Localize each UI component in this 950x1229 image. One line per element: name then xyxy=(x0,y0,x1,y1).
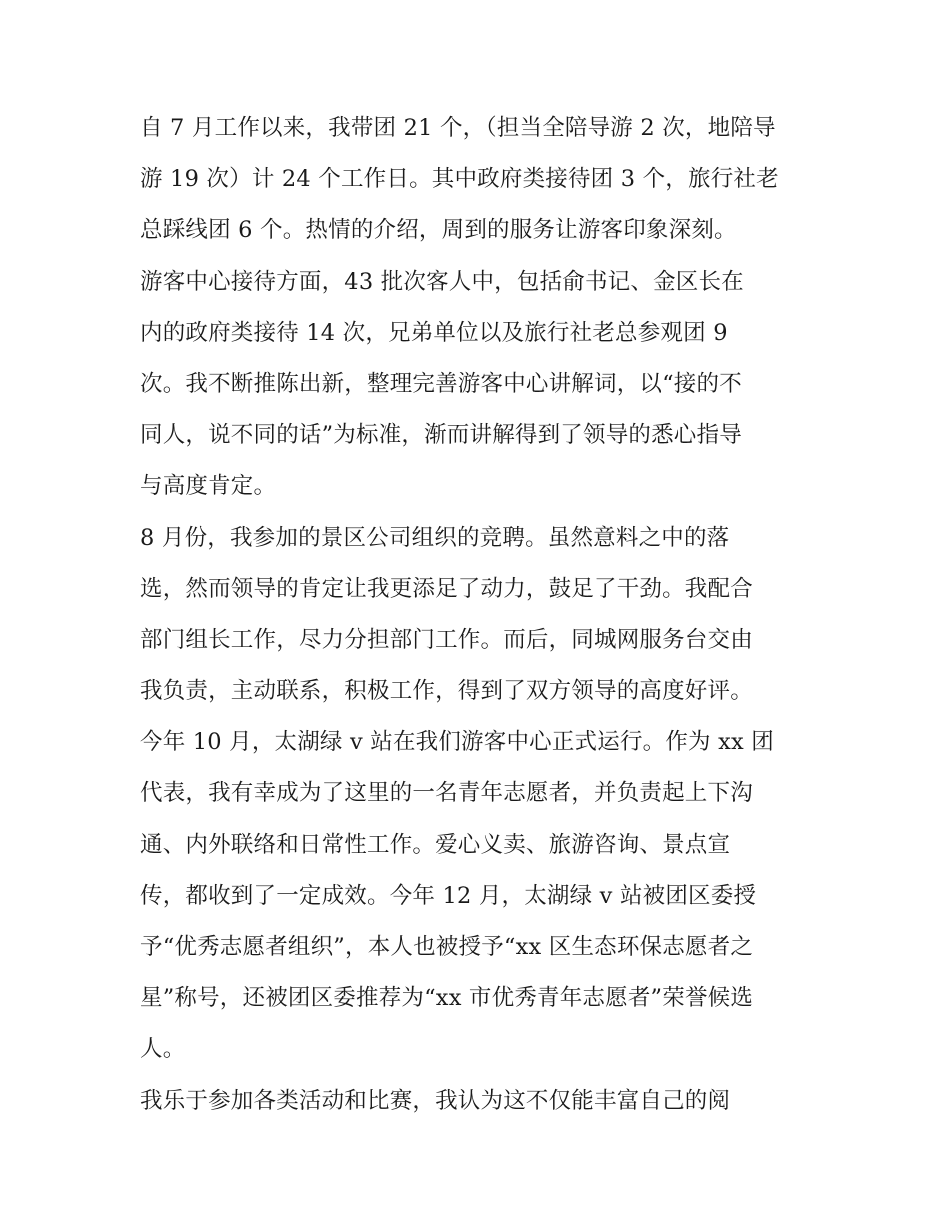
text-line: 选，然而领导的肯定让我更添足了动力，鼓足了干劲。我配合 xyxy=(140,575,753,602)
text-line: 通、内外联络和日常性工作。爱心义卖、旅游咨询、景点宣 xyxy=(140,831,731,858)
text-line: 予“优秀志愿者组织”，本人也被授予“xx 区生态环保志愿者之 xyxy=(140,934,754,960)
text-line: 星”称号，还被团区委推荐为“xx 市优秀青年志愿者”荣誉候选 xyxy=(140,985,754,1012)
text-line: 自 7 月工作以来，我带团 21 个，（担当全陪导游 2 次，地陪导 xyxy=(140,115,776,141)
text-line: 我乐于参加各类活动和比赛，我认为这不仅能丰富自己的阅 xyxy=(140,1087,731,1114)
text-line: 人。 xyxy=(140,1036,186,1063)
document-body xyxy=(140,103,812,1127)
text-line: 游客中心接待方面，43 批次客人中，包括俞书记、金区长在 xyxy=(140,268,744,295)
text-line: 游 19 次）计 24 个工作日。其中政府类接待团 3 个，旅行社老 xyxy=(140,166,779,193)
text-line: 我负责，主动联系，积极工作，得到了双方领导的高度好评。 xyxy=(140,678,753,705)
text-line: 8 月份，我参加的景区公司组织的竞聘。虽然意料之中的落 xyxy=(140,524,730,551)
text-line: 次。我不断推陈出新，整理完善游客中心讲解词，以“接的不 xyxy=(140,370,742,397)
text-line: 内的政府类接待 14 次，兄弟单位以及旅行社老总参观团 9 xyxy=(140,319,728,346)
text-line: 部门组长工作，尽力分担部门工作。而后，同城网服务台交由 xyxy=(140,626,753,653)
text-line: 总踩线团 6 个。热情的介绍，周到的服务让游客印象深刻。 xyxy=(140,217,737,244)
text-line: 同人，说不同的话”为标准，渐而讲解得到了领导的悉心指导 xyxy=(140,422,742,449)
text-line: 代表，我有幸成为了这里的一名青年志愿者，并负责起上下沟 xyxy=(140,780,753,807)
text-line: 今年 10 月，太湖绿 v 站在我们游客中心正式运行。作为 xx 团 xyxy=(140,729,774,756)
text-line: 与高度肯定。 xyxy=(140,473,277,500)
text-line: 传，都收到了一定成效。今年 12 月，太湖绿 v 站被团区委授 xyxy=(140,882,757,909)
